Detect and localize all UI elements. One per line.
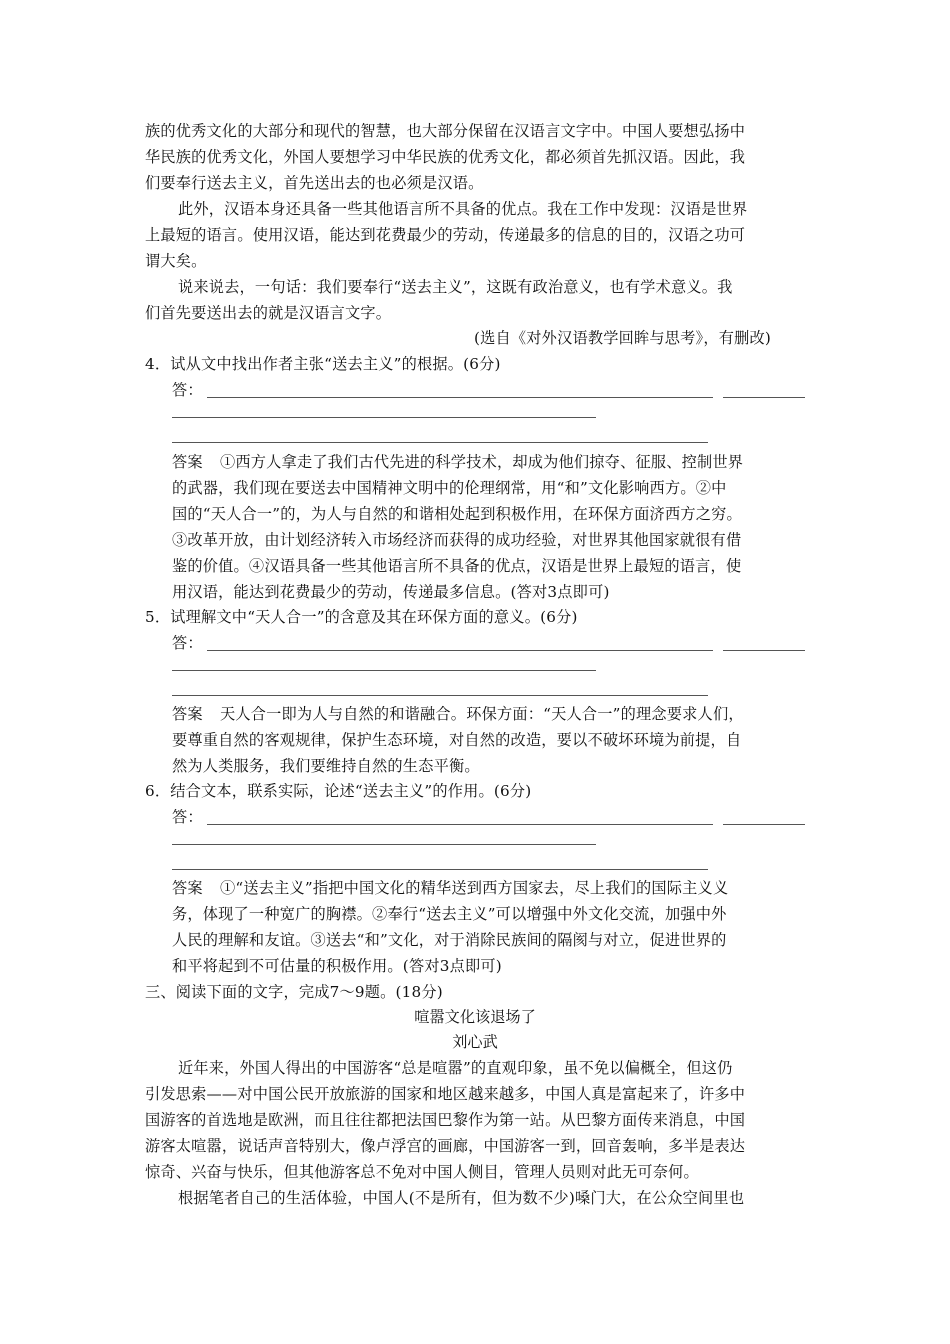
answer-text-line: 国的“天人合一”的，为人与自然的和谐相处起到积极作用，在环保方面济西方之穷。: [172, 505, 742, 523]
passage-line: 上最短的语言。使用汉语，能达到花费最少的劳动，传递最多的信息的目的，汉语之功可: [145, 226, 746, 244]
section-heading: 三、阅读下面的文字，完成7～9题。(18分): [145, 983, 443, 1001]
answer-text-line: 人民的理解和友谊。③送去“和”文化，对于消除民族间的隔阂与对立，促进世界的: [172, 931, 727, 949]
article-paragraph-line: 根据笔者自己的生活体验，中国人(不是所有，但为数不少)嗓门大，在公众空间里也: [178, 1189, 745, 1207]
answer-text-line: ①西方人拿走了我们古代先进的科学技术，却成为他们掠夺、征服、控制世界: [220, 453, 744, 471]
article-paragraph-line: 引发思索——对中国公民开放旅游的国家和地区越来越多，中国人真是富起来了，许多中: [145, 1085, 746, 1103]
answer-label: 答案: [172, 879, 203, 897]
answer-blank-line[interactable]: [172, 869, 708, 870]
passage-line: 此外，汉语本身还具备一些其他语言所不具备的优点。我在工作中发现：汉语是世界: [178, 200, 748, 218]
answer-blank-line[interactable]: [723, 650, 805, 651]
answer-label: 答案: [172, 705, 203, 723]
passage-line: 们要奉行送去主义，首先送出去的也必须是汉语。: [145, 174, 484, 192]
answer-prefix: 答：: [172, 808, 203, 826]
article-paragraph-line: 国游客的首选地是欧洲，而且往往都把法国巴黎作为第一站。从巴黎方面传来消息，中国: [145, 1111, 746, 1129]
passage-line: 说来说去，一句话：我们要奉行“送去主义”，这既有政治意义，也有学术意义。我: [178, 278, 733, 296]
passage-line: 谓大矣。: [145, 252, 207, 270]
question-6-prompt: 6．结合文本，联系实际，论述“送去主义”的作用。(6分): [145, 782, 532, 800]
article-paragraph-line: 惊奇、兴奋与快乐，但其他游客总不免对中国人侧目，管理人员则对此无可奈何。: [145, 1163, 699, 1181]
answer-text-line: 要尊重自然的客观规律，保护生态环境，对自然的改造，要以不破坏环境为前提，自: [172, 731, 742, 749]
answer-prefix: 答：: [172, 381, 203, 399]
question-4-prompt: 4．试从文中找出作者主张“送去主义”的根据。(6分): [145, 355, 501, 373]
passage-line: 族的优秀文化的大部分和现代的智慧，也大部分保留在汉语言文字中。中国人要想弘扬中: [145, 122, 746, 140]
answer-label: 答案: [172, 453, 203, 471]
answer-prefix: 答：: [172, 634, 203, 652]
article-paragraph-line: 游客太喧嚣，说话声音特别大，像卢浮宫的画廊，中国游客一到，回音轰响，多半是表达: [145, 1137, 746, 1155]
article-title: 喧嚣文化该退场了: [414, 1008, 536, 1026]
answer-blank-line[interactable]: [172, 442, 708, 443]
answer-blank-line[interactable]: [172, 670, 596, 671]
answer-blank-line[interactable]: [207, 397, 713, 398]
passage-line: 们首先要送出去的就是汉语言文字。: [145, 304, 392, 322]
answer-text-line: 天人合一即为人与自然的和谐融合。环保方面：“天人合一”的理念要求人们，: [220, 705, 744, 723]
passage-line: 华民族的优秀文化，外国人要想学习中华民族的优秀文化，都必须首先抓汉语。因此，我: [145, 148, 746, 166]
answer-text-line: ③改革开放，由计划经济转入市场经济而获得的成功经验，对世界其他国家就很有借: [172, 531, 742, 549]
answer-text-line: 的武器，我们现在要送去中国精神文明中的伦理纲常，用“和”文化影响西方。②中: [172, 479, 727, 497]
answer-blank-line[interactable]: [172, 695, 708, 696]
answer-text-line: 用汉语，能达到花费最少的劳动，传递最多信息。(答对3点即可): [172, 583, 610, 601]
answer-blank-line[interactable]: [172, 844, 596, 845]
answer-text-line: 和平将起到不可估量的积极作用。(答对3点即可): [172, 957, 502, 975]
answer-text-line: 鉴的价值。④汉语具备一些其他语言所不具备的优点，汉语是世界上最短的语言，使: [172, 557, 742, 575]
answer-text-line: 然为人类服务，我们要维持自然的生态平衡。: [172, 757, 480, 775]
answer-blank-line[interactable]: [207, 824, 713, 825]
answer-text-line: ①“送去主义”指把中国文化的精华送到西方国家去，尽上我们的国际主义义: [220, 879, 729, 897]
source-citation: (选自《对外汉语教学回眸与思考》，有删改): [474, 329, 772, 347]
article-author: 刘心武: [452, 1033, 498, 1051]
answer-text-line: 务，体现了一种宽广的胸襟。②奉行“送去主义”可以增强中外文化交流，加强中外: [172, 905, 727, 923]
article-paragraph-line: 近年来，外国人得出的中国游客“总是喧嚣”的直观印象，虽不免以偏概全，但这仍: [178, 1059, 733, 1077]
answer-blank-line[interactable]: [723, 397, 805, 398]
answer-blank-line[interactable]: [207, 650, 713, 651]
answer-blank-line[interactable]: [723, 824, 805, 825]
answer-blank-line[interactable]: [172, 417, 596, 418]
question-5-prompt: 5．试理解文中“天人合一”的含意及其在环保方面的意义。(6分): [145, 608, 578, 626]
